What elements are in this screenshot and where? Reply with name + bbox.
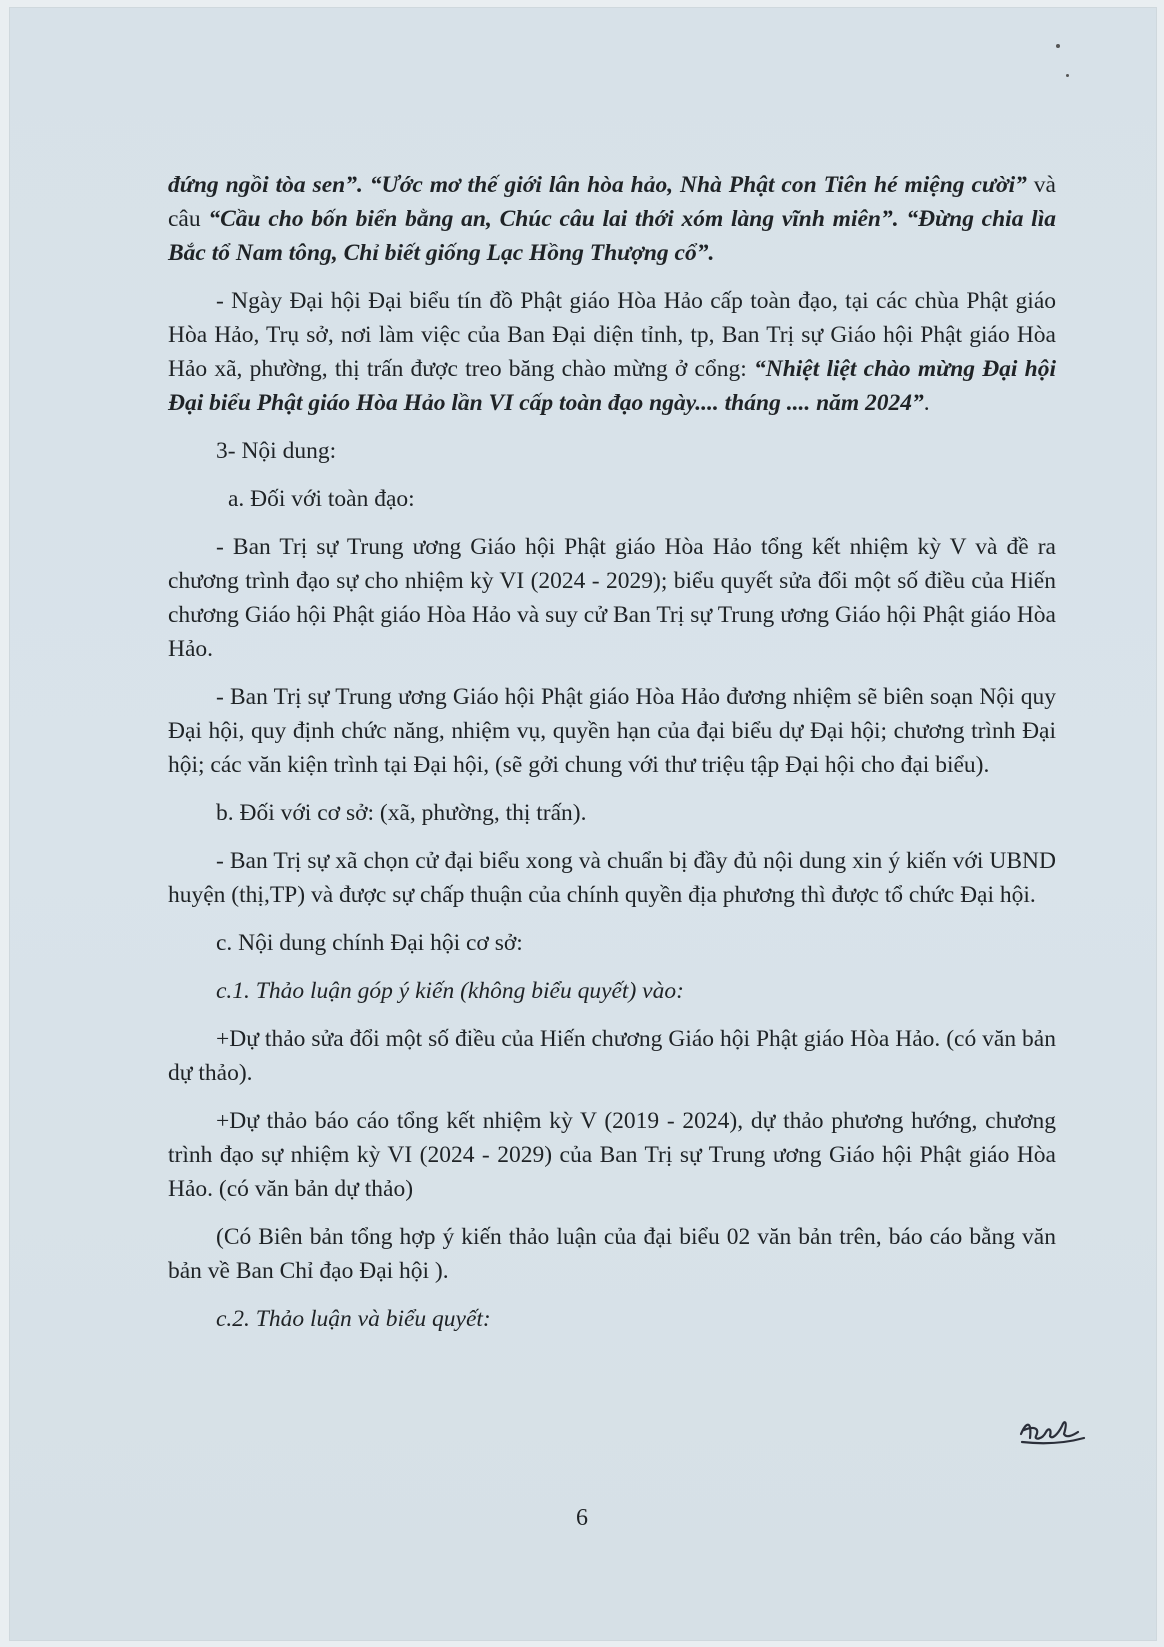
subsection-heading-c2: c.2. Thảo luận và biểu quyết:: [216, 1306, 491, 1332]
document-body: [168, 168, 1056, 1336]
banner-slogan: “Nhiệt liệt chào mừng Đại hội Đại biểu Phật giáo Hòa Hảo lần VI cấp toàn đạo ngày.... tháng .... năm 2024”: [168, 356, 1056, 416]
scan-speck: [1056, 44, 1060, 48]
list-item-charter-draft: +Dự thảo sửa đổi một số điều của Hiến chương Giáo hội Phật giáo Hòa Hảo. (có văn bản dự thảo).: [168, 1026, 1056, 1086]
paragraph-banner: [168, 284, 1056, 420]
paragraph-minutes-note: (Có Biên bản tổng hợp ý kiến thảo luận của đại biểu 02 văn bản trên, báo cáo bằng văn bản về Ban Chỉ đạo Đại hội ).: [168, 1224, 1056, 1284]
subsection-heading-b: b. Đối với cơ sở: (xã, phường, thị trấn).: [216, 800, 587, 826]
body-text: - Ngày Đại hội Đại biểu tín đồ Phật giáo Hòa Hảo cấp toàn đạo, tại các chùa Phật giáo Hòa Hảo, Trụ sở, nơi làm việc của Ban Đại diện tỉnh, tp, Ban Trị sự Giáo hội Phật giáo Hòa Hảo xã, phường, thị trấn được treo băng chào mừng ở cổng:: [168, 288, 1056, 382]
subsection-heading-c1: c.1. Thảo luận góp ý kiến (không biểu quyết) vào:: [216, 978, 684, 1004]
list-item-report-draft: +Dự thảo báo cáo tổng kết nhiệm kỳ V (2019 - 2024), dự thảo phương hướng, chương trình đạo sự nhiệm kỳ VI (2024 - 2029) của Ban Trị sự Trung ương Giáo hội Phật giáo Hòa Hảo. (có văn bản dự thảo): [168, 1108, 1056, 1202]
quote-text: đứng ngồi tòa sen”. “Ước mơ thế giới lân hòa hảo, Nhà Phật con Tiên hé miệng cười”: [168, 172, 1027, 198]
page-number: 6: [576, 1505, 588, 1531]
section-heading-content: 3- Nội dung:: [216, 438, 337, 464]
scan-speck: [1066, 74, 1069, 77]
subsection-heading-c: c. Nội dung chính Đại hội cơ sở:: [216, 930, 523, 956]
paragraph-central-board: - Ban Trị sự Trung ương Giáo hội Phật giáo Hòa Hảo tổng kết nhiệm kỳ V và đề ra chương trình đạo sự cho nhiệm kỳ VI (2024 - 2029); biểu quyết sửa đổi một số điều của Hiến chương Giáo hội Phật giáo Hòa Hảo và suy cử Ban Trị sự Trung ương Giáo hội Phật giáo Hòa Hảo.: [168, 534, 1056, 662]
body-text: .: [923, 390, 930, 416]
paragraph-incumbent-board: - Ban Trị sự Trung ương Giáo hội Phật giáo Hòa Hảo đương nhiệm sẽ biên soạn Nội quy Đại hội, quy định chức năng, nhiệm vụ, quyền hạn của đại biểu dự Đại hội; chương trình Đại hội; các văn kiện trình tại Đại hội, (sẽ gởi chung với thư triệu tập Đại hội cho đại biểu).: [168, 684, 1056, 778]
subsection-heading-a: a. Đối với toàn đạo:: [228, 486, 415, 512]
paragraph-commune-board: - Ban Trị sự xã chọn cử đại biểu xong và chuẩn bị đầy đủ nội dung xin ý kiến với UBND huyện (thị,TP) và được sự chấp thuận của chính quyền địa phương thì được tổ chức Đại hội.: [168, 848, 1056, 908]
quote-text: “Cầu cho bốn biển bằng an, Chúc câu lai thới xóm làng vĩnh miên”. “Đừng chia lìa Bắc tổ Nam tông, Chỉ biết giống Lạc Hồng Thượng cổ”.: [168, 206, 1056, 266]
handwritten-initials-signature: [1018, 1412, 1088, 1452]
connector-text: và câu: [168, 172, 1056, 232]
paragraph-quote-continuation: [168, 168, 1056, 270]
